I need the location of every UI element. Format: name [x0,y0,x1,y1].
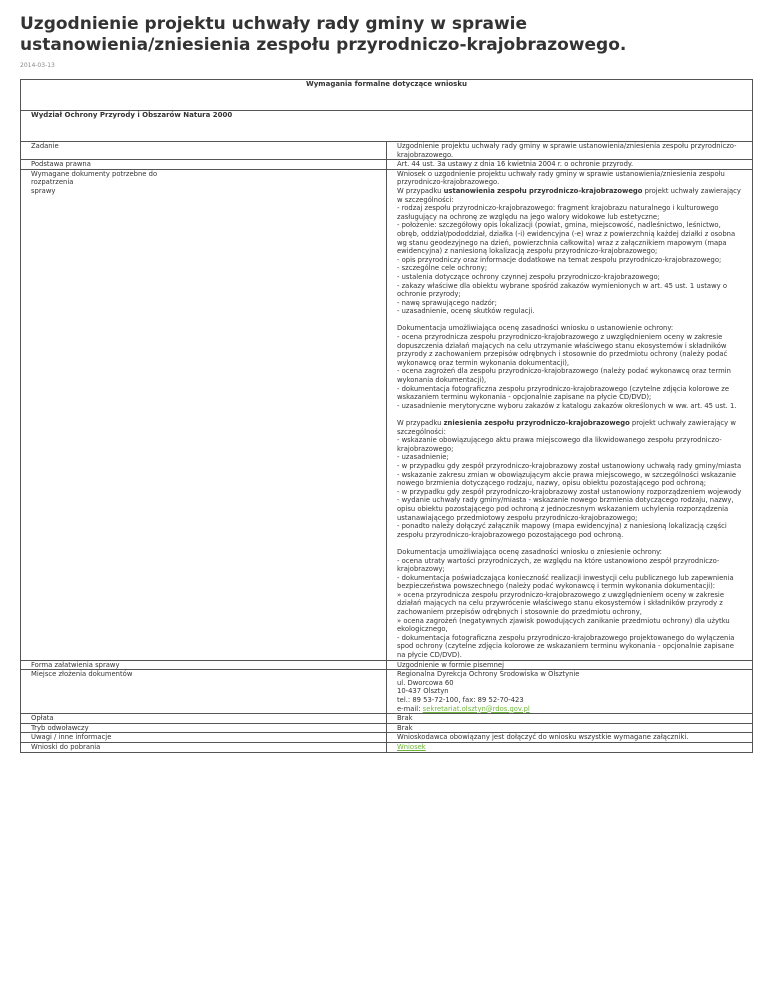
row-value-podstawa: Art. 44 ust. 3a ustawy z dnia 16 kwietnia 2004 r. o ochronie przyrody. [387,160,753,170]
table-row [21,660,753,670]
row-label-podstawa: Podstawa prawna [21,160,387,170]
table-header: Wymagania formalne dotyczące wniosku [21,80,753,111]
table-row [21,670,753,714]
text-line: - zakazy właściwe dla obiektu wybrane spośród zakazów wymienionych w art. 45 ust. 1 ustawy o ochronie przyrody; [397,281,727,299]
paragraph-dokumentacja-zniesienie [397,548,742,660]
address-line: Regionalna Dyrekcja Ochrony Środowiska w Olsztynie [397,670,580,679]
text-line: - położenie: szczegółowy opis lokalizacji (powiat, gmina, miejscowość, nadleśnictwo, leśnictwo, obręb, oddział/pododdział, działka (-i) ewidencyjna (-e) wraz z powierzchnią każdej działki z osobna wg stanu geodezyjnego na dzień, powierzchnia całkowita) wraz z załącznikiem mapowym (mapa ewidencyjna) z naniesioną lokalizacją zespołu przyrodniczo-krajobrazowego; [397,221,736,256]
address-line: 10-437 Olsztyn [397,687,449,696]
text-line: » ocena zagrożeń (negatywnych zjawisk powodujących zanikanie przedmiotu ochrony) dla użytku ekologicznego, [397,616,730,634]
row-value-oplata: Brak [387,714,753,724]
text-line: - ocena przyrodnicza zespołu przyrodniczo-krajobrazowego z uwzględnieniem oceny w zakresie dopuszczenia działań mających na celu utrzymanie właściwego stanu ekosystemów i składników przyrody z zachowaniem przepisów odrębnych i stosownie do przedmiotu ochrony (należy podać wykonawcę oraz termin wykonania dokumentacji), [397,333,728,367]
text-line: - wskazanie obowiązującego aktu prawa miejscowego dla likwidowanego zespołu przyrodniczo-krajobrazowego; [397,436,722,453]
row-label-zadanie: Zadanie [21,142,387,160]
row-label-miejsce: Miejsce złożenia dokumentów [21,670,387,714]
text-fragment: projekt uchwały zawierający w szczególności: [397,419,736,436]
email-prefix: e-mail: [397,704,423,713]
table-row [21,169,753,660]
requirements-table [20,79,753,753]
table-row [21,733,753,743]
text-fragment: projekt uchwały zawierający w szczególności: [397,186,741,204]
paragraph-dokumentacja-ustanowienie [397,324,742,410]
label-line: sprawy [31,186,56,195]
row-value-tryb: Brak [387,723,753,733]
address-line: tel.: 89 53-72-100, fax: 89 52-70-423 [397,696,524,704]
text-line: - ocena utraty wartości przyrodniczych, ze względu na które ustanowiono zespół przyrodniczo-krajobrazowy; [397,556,720,574]
address-line: ul. Dworcowa 60 [397,678,454,687]
text-line: - ustalenia dotyczące ochrony czynnej zespołu przyrodniczo-krajobrazowego; [397,272,660,281]
text-line: - szczególne cele ochrony; [397,264,487,273]
text-line: Dokumentacja umożliwiająca ocenę zasadności wniosku o zniesienie ochrony: [397,547,662,556]
row-value-uwagi: Wnioskodawca obowiązany jest dołączyć do wniosku wszystkie wymagane załączniki. [387,733,753,743]
table-row [21,142,753,160]
text-line: - opis przyrodniczy oraz informacje dodatkowe na temat zespołu przyrodniczo-krajobrazowego; [397,255,722,264]
text-line: - uzasadnienie merytoryczne wyboru zakazów z katalogu zakazów określonych w ww. art. 45 ust. 1. [397,401,737,410]
table-row [21,723,753,733]
row-value-forma: Uzgodnienie w formie pisemnej [387,660,753,670]
text-fragment: W przypadku [397,419,444,427]
text-line: » ocena przyrodnicza zespołu przyrodniczo-krajobrazowego z uwzględnieniem oceny w zakresie działań mających na celu przywrócenie właściwego stanu ekosystemów i składników przyrody z zachowaniem przepisów odrębnych i stosownie do przedmiotu ochrony, [397,590,725,617]
row-label-forma: Forma załatwienia sprawy [21,660,387,670]
paragraph-ustanowienie [397,170,742,316]
download-form-link[interactable]: Wniosek [397,742,426,751]
text-line: Wniosek o uzgodnienie projektu uchwały rady gminy w sprawie ustanowienia/zniesienia zespołu przyrodniczo-krajobrazowego. [397,169,725,187]
text-line: Dokumentacja umożliwiająca ocenę zasadności wniosku o ustanowienie ochrony: [397,324,674,333]
row-label-tryb: Tryb odwoławczy [21,723,387,733]
bold-phrase: zniesienia zespołu przyrodniczo-krajobrazowego [443,419,630,427]
email-line [397,705,742,714]
label-line: Wymagane dokumenty potrzebne do [31,169,158,178]
row-value-dokumenty [387,169,753,660]
publication-date: 2014-03-13 [20,62,55,69]
bold-phrase: ustanowienia zespołu przyrodniczo-krajobrazowego [443,186,643,195]
row-label-wnioski: Wnioski do pobrania [21,742,387,752]
text-line [397,187,742,204]
row-label-oplata: Opłata [21,714,387,724]
text-line: - dokumentacja fotograficzna zespołu przyrodniczo-krajobrazowego projektowanego do wyłączenia spod ochrony (czytelne zdjęcia kolorowe ze wskazaniem terminu wykonania - opcjonalnie zapisane na płycie CD/DVD). [397,633,735,660]
row-value-zadanie: Uzgodnienie projektu uchwały rady gminy w sprawie ustanowienia/zniesienia zespołu przyrodniczo-krajobrazowego. [387,142,753,160]
label-line: rozpatrzenia [31,178,74,187]
department-name: Wydział Ochrony Przyrody i Obszarów Natura 2000 [21,111,753,142]
table-row [21,742,753,752]
row-label-dokumenty [21,169,387,660]
text-line: - ponadto należy dołączyć załącznik mapowy (mapa ewidencyjna) z naniesioną lokalizacją części zespołu przyrodniczo-krajobrazowego pozostającego pod ochroną. [397,522,727,539]
text-line: - w przypadku gdy zespół przyrodniczo-krajobrazowy został ustanowiony uchwałą rady gminy/miasta - wskazanie zakresu zmian w obowiązującym akcie prawa miejscowego, w szczególności wskazanie nowego brzmienia dotyczącego rodzaju, nazwy, opisu obiektu pozostającego pod ochroną; [397,461,742,488]
text-line: - dokumentacja poświadczająca konieczność realizacji inwestycji celu publicznego lub zapewnienia bezpieczeństwa powszechnego (należy podać wykonawcę i termin wykonania dokumentacji): [397,573,734,591]
text-fragment: W przypadku [397,186,444,195]
text-line: - w przypadku gdy zespół przyrodniczo-krajobrazowy został ustanowiony rozporządzeniem wojewody - wydanie uchwały rady gminy/miasta - wskazanie nowego brzmienia dotyczącego rodzaju, nazwy, opisu obiektu pozostającego pod ochroną z jednoczesnym wskazaniem uchylenia rozporządzenia ustanawiającego przedmiotowy zespołu przyrodniczo-krajobrazowego; [397,487,742,522]
text-line: - ocena zagrożeń dla zespołu przyrodniczo-krajobrazowego (należy podać wykonawcę oraz termin wykonania dokumentacji), [397,367,731,385]
text-line: - dokumentacja fotograficzna zespołu przyrodniczo-krajobrazowego (czytelne zdjęcia kolorowe ze wskazaniem terminu wykonania - opcjonalnie zapisane na płycie CD/DVD); [397,384,730,402]
text-line: - rodzaj zespołu przyrodniczo-krajobrazowego: fragment krajobrazu naturalnego i kulturowego zasługujący na ochronę ze względu na jego walory widokowe lub estetyczne; [397,204,719,221]
text-line: - uzasadnienie, ocenę skutków regulacji. [397,307,535,316]
text-line: - uzasadnienie; [397,453,449,462]
email-link[interactable]: sekretariat.olsztyn@rdos.gov.pl [422,704,530,713]
paragraph-zniesienie [397,419,742,539]
table-row [21,160,753,170]
table-row [21,714,753,724]
row-value-miejsce [387,670,753,714]
row-label-uwagi: Uwagi / inne informacje [21,733,387,743]
text-line [397,419,742,436]
row-value-wnioski [387,742,753,752]
page-title: Uzgodnienie projektu uchwały rady gminy w sprawie ustanowienia/zniesienia zespołu przyrodniczo-krajobrazowego. [20,14,627,55]
text-line: - nawę sprawującego nadzór; [397,298,497,307]
